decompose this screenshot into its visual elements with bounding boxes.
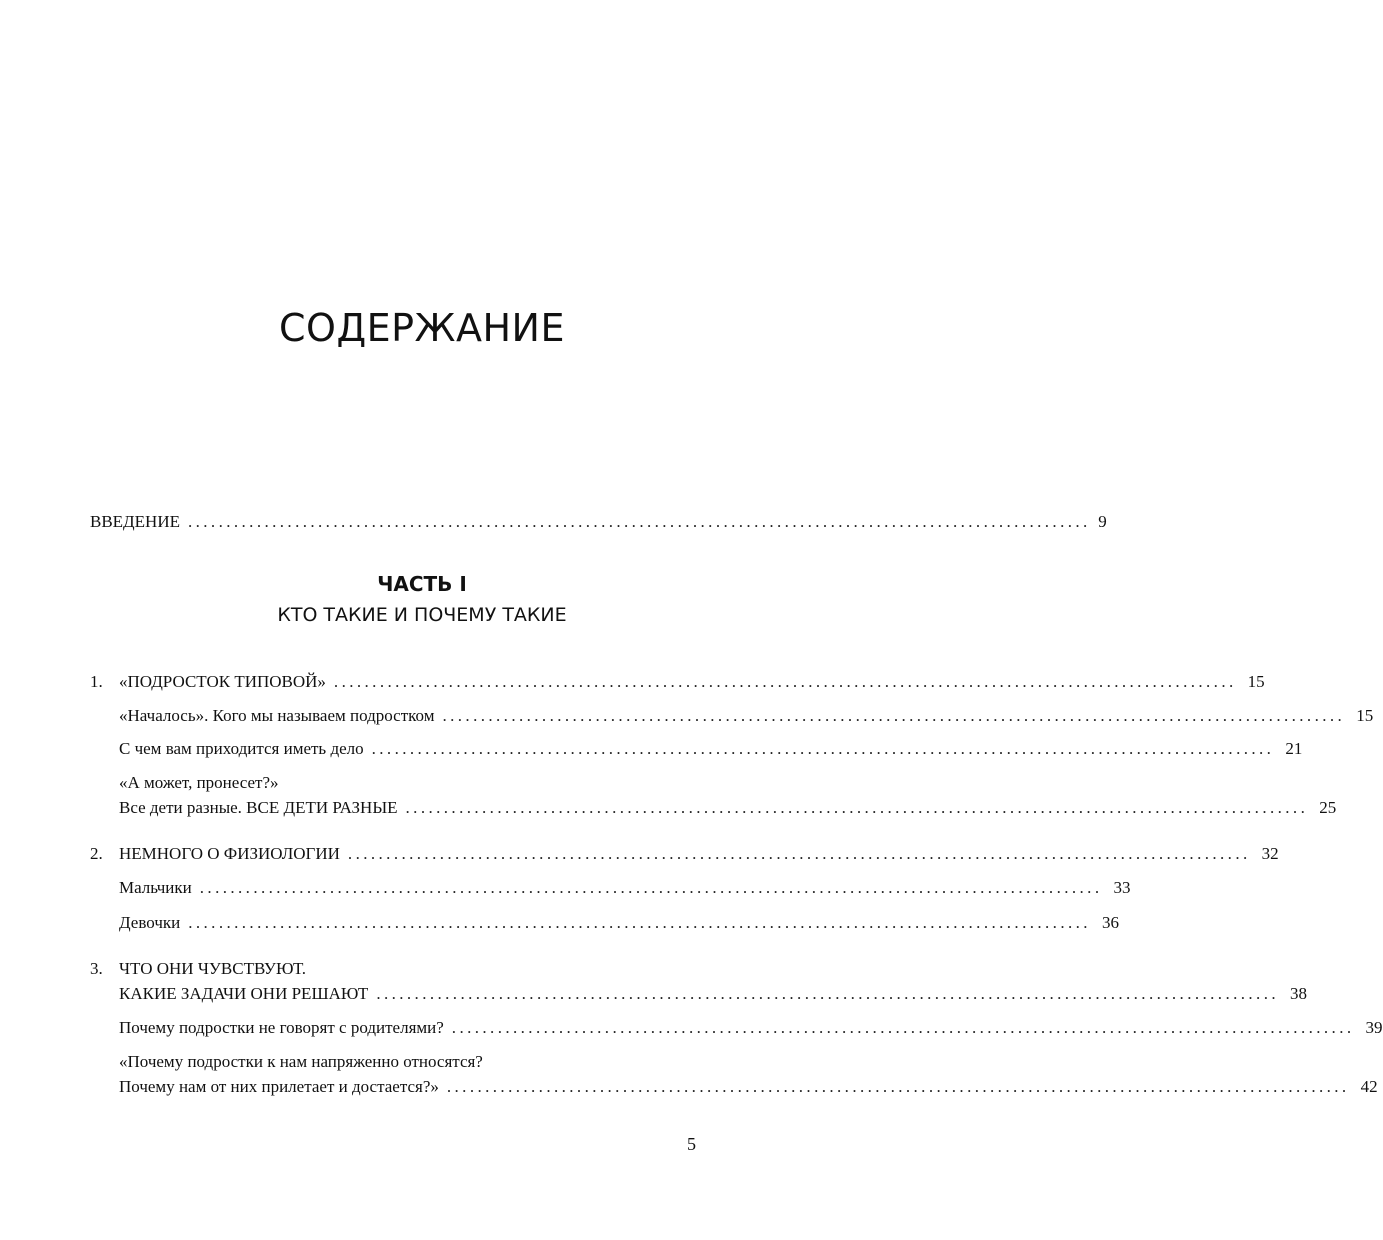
toc-leader-line [119, 911, 1119, 935]
toc-leader-dots: ...................................................................................................................... [442, 706, 1346, 725]
section-title-line1: «Почему подростки к нам напряженно относятся? [119, 1052, 483, 1071]
toc-page-number: 39 [1365, 1018, 1383, 1037]
chapter-title: КАКИЕ ЗАДАЧИ ОНИ РЕШАЮТ [119, 984, 369, 1003]
toc-leader-dots: ...................................................................................................................... [187, 512, 1091, 531]
page-number: 5 [687, 1134, 696, 1154]
section-title: Все дети разные. ВСЕ ДЕТИ РАЗНЫЕ [119, 798, 398, 817]
toc-leader-line [119, 1016, 1383, 1040]
toc-page-number: 38 [1290, 984, 1308, 1003]
toc-leader-line [119, 704, 1374, 728]
chapter-number: 3. [90, 959, 103, 978]
toc-leader-line [119, 670, 1265, 694]
toc-leader-dots: ...................................................................................................................... [188, 913, 1091, 932]
toc-leader-dots: ...................................................................................................................... [451, 1018, 1355, 1037]
section-title: «Началось». Кого мы называем подростком [119, 706, 435, 725]
toc-leader-dots: ...................................................................................................................... [405, 798, 1309, 817]
section-title-line1: «А может, пронесет?» [119, 773, 279, 792]
chapter-number: 2. [90, 844, 103, 863]
part-subtitle: КТО ТАКИЕ И ПОЧЕМУ ТАКИЕ [277, 604, 567, 626]
toc-entry-title: ВВЕДЕНИЕ [90, 512, 180, 531]
toc-page-number: 36 [1101, 913, 1119, 932]
toc-page-number: 25 [1319, 798, 1337, 817]
section-title: Мальчики [119, 878, 192, 897]
toc-leader-line [119, 982, 1308, 1006]
part-label: ЧАСТЬ I [377, 572, 467, 596]
toc-leader-dots: ...................................................................................................................... [347, 844, 1251, 863]
section-title: Почему подростки не говорят с родителями? [119, 1018, 444, 1037]
chapter-title: «ПОДРОСТОК ТИПОВОЙ» [119, 672, 326, 691]
toc-page-number: 9 [1098, 512, 1107, 531]
toc-leader-line [90, 510, 1107, 534]
toc-leader-line [119, 737, 1303, 761]
toc-leader-line [119, 796, 1337, 820]
toc-page-number: 15 [1247, 672, 1265, 691]
toc-leader-dots: ...................................................................................................................... [446, 1077, 1350, 1096]
toc-leader-line [119, 876, 1131, 900]
toc-leader-dots: ...................................................................................................................... [333, 672, 1237, 691]
section-title: Девочки [119, 913, 181, 932]
toc-leader-dots: ...................................................................................................................... [199, 878, 1103, 897]
toc-leader-dots: ...................................................................................................................... [376, 984, 1280, 1003]
toc-page-number: 32 [1261, 844, 1279, 863]
section-title: С чем вам приходится иметь дело [119, 739, 364, 758]
section-title: Почему нам от них прилетает и достается?» [119, 1077, 439, 1096]
chapter-title-line1: ЧТО ОНИ ЧУВСТВУЮТ. [119, 959, 306, 978]
toc-leader-line [119, 1075, 1378, 1099]
toc-page-number: 21 [1285, 739, 1303, 758]
chapter-number: 1. [90, 672, 103, 691]
toc-page-number: 33 [1113, 878, 1131, 897]
toc-page-number: 42 [1360, 1077, 1378, 1096]
toc-page-number: 15 [1356, 706, 1374, 725]
toc-leader-line [119, 842, 1279, 866]
chapter-title: НЕМНОГО О ФИЗИОЛОГИИ [119, 844, 340, 863]
toc-leader-dots: ...................................................................................................................... [371, 739, 1275, 758]
page-title: СОДЕРЖАНИЕ [279, 306, 565, 350]
